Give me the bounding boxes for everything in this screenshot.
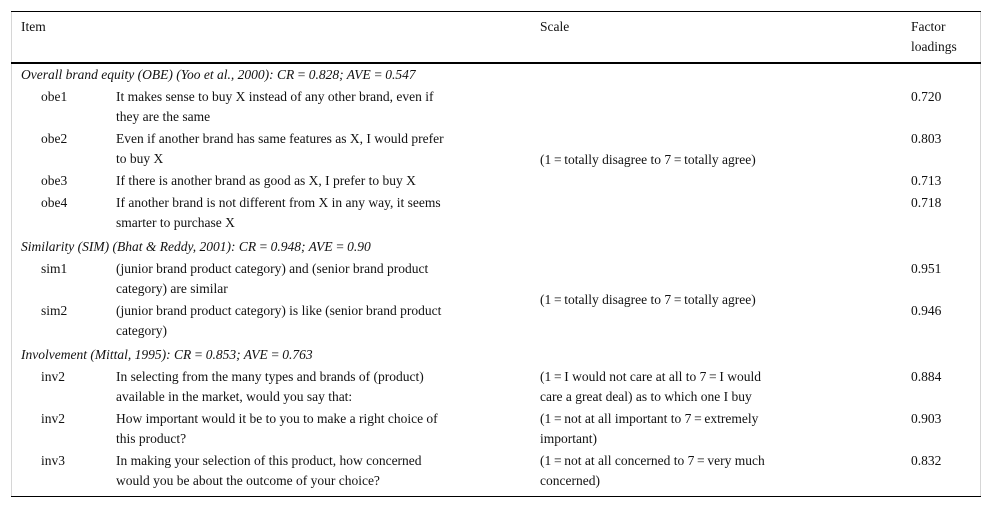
item-code: inv2 — [41, 369, 66, 384]
factor-loading: 0.718 — [911, 195, 942, 210]
scale-text: care a great deal) as to which one I buy — [540, 389, 752, 404]
bottom-rule — [11, 496, 981, 497]
header-scale: Scale — [540, 19, 570, 34]
item-code: inv3 — [41, 453, 66, 468]
item-code: inv2 — [41, 411, 66, 426]
item-text: available in the market, would you say that: — [116, 389, 353, 404]
item-code: sim1 — [41, 261, 68, 276]
item-text: (junior brand product category) and (senior brand product — [116, 261, 429, 276]
item-code: obe4 — [41, 195, 68, 210]
factor-loading: 0.951 — [911, 261, 942, 276]
item-text: If another brand is not different from X in any way, it seems — [116, 195, 441, 210]
item-text: smarter to purchase X — [116, 215, 235, 230]
factor-loading: 0.946 — [911, 303, 942, 318]
scale-text: (1 = totally disagree to 7 = totally agree) — [540, 292, 756, 307]
item-text: (junior brand product category) is like (senior brand product — [116, 303, 442, 318]
item-code: sim2 — [41, 303, 68, 318]
header-item: Item — [21, 19, 46, 34]
scale-text: (1 = totally disagree to 7 = totally agree) — [540, 152, 756, 167]
scale-text: (1 = not at all important to 7 = extremely — [540, 411, 759, 426]
header-factor: Factor — [911, 19, 946, 34]
factor-loading: 0.903 — [911, 411, 942, 426]
item-text: It makes sense to buy X instead of any other brand, even if — [116, 89, 434, 104]
item-text: would you be about the outcome of your choice? — [116, 473, 380, 488]
item-text: this product? — [116, 431, 187, 446]
scale-text: (1 = I would not care at all to 7 = I would — [540, 369, 761, 384]
item-code: obe3 — [41, 173, 68, 188]
item-text: How important would it be to you to make a right choice of — [116, 411, 438, 426]
table-right-border — [980, 11, 981, 497]
table-left-border — [11, 11, 12, 497]
item-text: In selecting from the many types and brands of (product) — [116, 369, 424, 384]
item-text: Even if another brand has same features as X, I would prefer — [116, 131, 444, 146]
header-rule — [11, 62, 981, 64]
factor-loading: 0.803 — [911, 131, 942, 146]
item-text: to buy X — [116, 151, 164, 166]
item-code: obe1 — [41, 89, 68, 104]
factor-loading: 0.884 — [911, 369, 942, 384]
section-title-sim: Similarity (SIM) (Bhat & Reddy, 2001): CR = 0.948; AVE = 0.90 — [21, 239, 371, 254]
item-text: category) — [116, 323, 167, 338]
factor-loading: 0.832 — [911, 453, 942, 468]
scale-text: concerned) — [540, 473, 600, 488]
item-text: category) are similar — [116, 281, 228, 296]
top-rule — [11, 11, 981, 12]
scale-text: (1 = not at all concerned to 7 = very much — [540, 453, 765, 468]
factor-loading: 0.713 — [911, 173, 942, 188]
factor-loading: 0.720 — [911, 89, 942, 104]
scale-text: important) — [540, 431, 597, 446]
item-text: In making your selection of this product, how concerned — [116, 453, 422, 468]
item-text: If there is another brand as good as X, I prefer to buy X — [116, 173, 416, 188]
item-text: they are the same — [116, 109, 211, 124]
item-code: obe2 — [41, 131, 68, 146]
header-loadings: loadings — [911, 39, 957, 54]
section-title-inv: Involvement (Mittal, 1995): CR = 0.853; AVE = 0.763 — [21, 347, 313, 362]
section-title-obe: Overall brand equity (OBE) (Yoo et al., 2000): CR = 0.828; AVE = 0.547 — [21, 67, 416, 82]
